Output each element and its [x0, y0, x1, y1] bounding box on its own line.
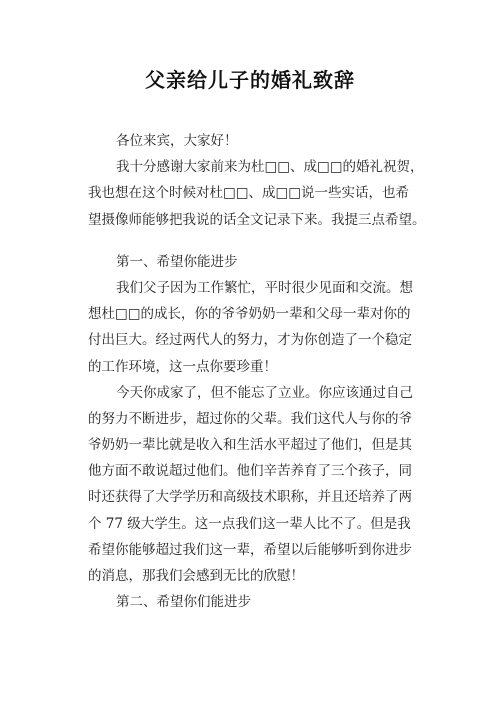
- paragraph-line: 付出巨大。经过两代人的努力，才为你创造了一个稳定: [88, 332, 412, 349]
- paragraph-line: 我们父子因为工作繁忙，平时很少见面和交流。想: [116, 279, 413, 296]
- section-heading-1: 第一、希望你能进步: [116, 253, 238, 270]
- paragraph-line: 的消息，那我们会感到无比的欣慰！: [88, 568, 304, 584]
- document-body: [88, 128, 426, 615]
- document-title: 父亲给儿子的婚礼致辞: [145, 68, 355, 92]
- paragraph-line: 希望你能够超过我们这一辈，希望以后能够听到你进步: [88, 541, 412, 558]
- section-gap: [88, 233, 418, 249]
- paragraph-line: 我十分感谢大家前来为杜□□、成□□的婚礼祝贺，: [116, 159, 424, 176]
- greeting-line: 各位来宾，大家好！: [116, 133, 238, 149]
- paragraph-line: 望摄像师能够把我说的话全文记录下来。我提三点希望。: [88, 211, 426, 228]
- paragraph-line: 他方面不敢说超过他们。他们辛苦养育了三个孩子，同: [88, 463, 412, 480]
- paragraph-line: 个 77 级大学生。这一点我们这一辈人比不了。但是我: [88, 515, 411, 532]
- paragraph-line: 想杜□□的成长，你的爷爷奶奶一辈和父母一辈对你的: [88, 306, 411, 323]
- paragraph-line: 时还获得了大学学历和高级技术职称，并且还培养了两: [88, 489, 412, 506]
- section-heading-2: 第二、希望你们能进步: [116, 594, 251, 611]
- paragraph-line: 我也想在这个时候对杜□□、成□□说一些实话，也希: [88, 185, 410, 202]
- paragraph-line: 今天你成家了，但不能忘了立业。你应该通过自己: [116, 384, 413, 401]
- paragraph-line: 的努力不断进步，超过你的父辈。我们这代人与你的爷: [88, 410, 412, 427]
- paragraph-line: 爷奶奶一辈比就是收入和生活水平超过了他们，但是其: [88, 437, 412, 454]
- paragraph-line: 的工作环境，这一点你要珍重！: [88, 358, 277, 375]
